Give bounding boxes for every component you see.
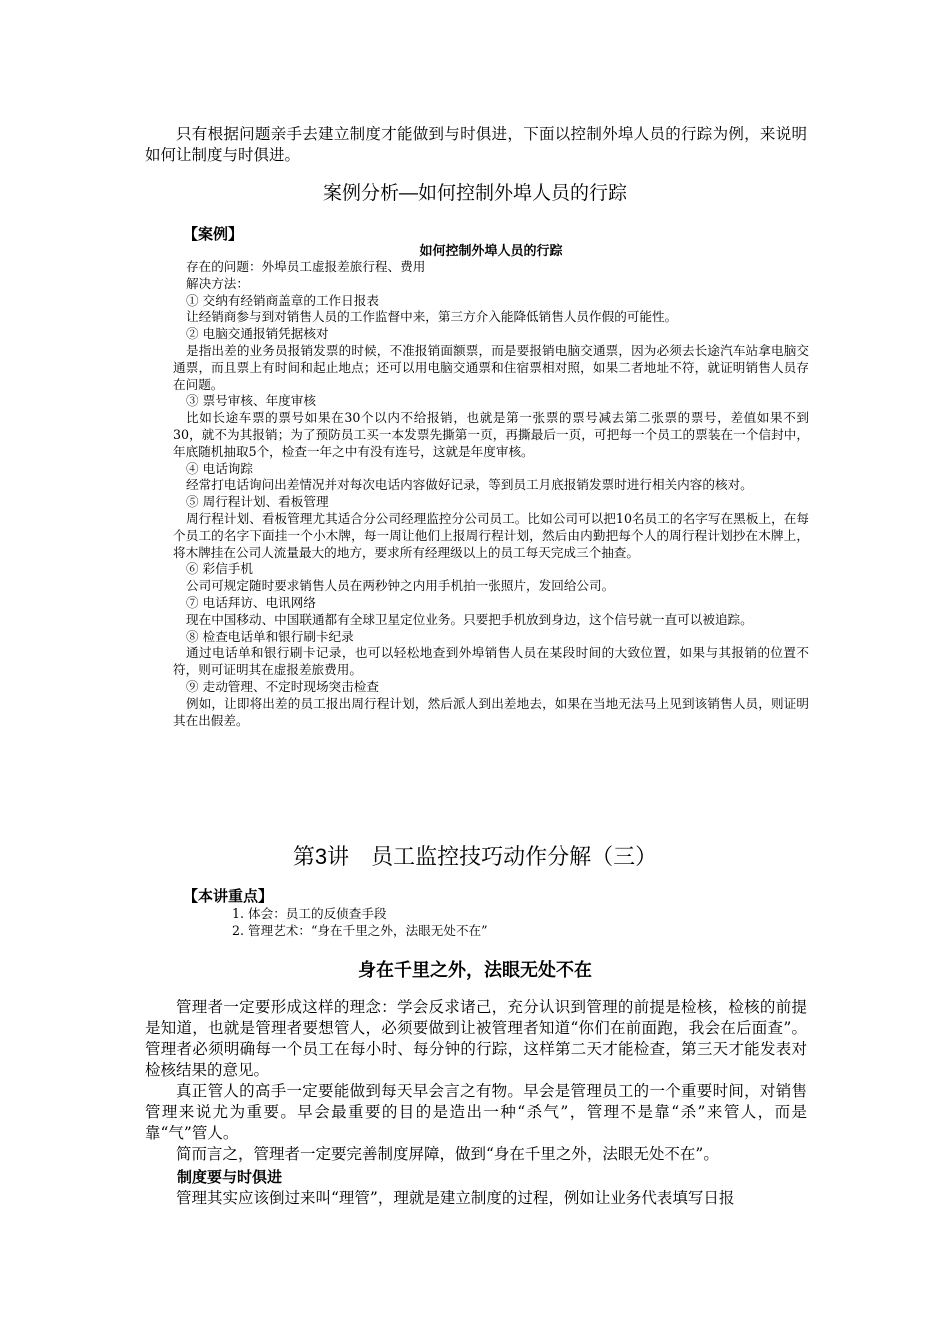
case-item-heading: ⑥ 彩信手机: [186, 561, 253, 577]
case-item-text: 例如，让即将出差的员工报出周行程计划，然后派人到出差地去，如果在当地无法马上见到该销售人员，则证明其在出假差。: [173, 695, 809, 728]
section-body: [145, 997, 807, 1165]
case-item-heading: ③ 票号审核、年度审核: [186, 393, 316, 409]
focus-tag: 【本讲重点】: [183, 888, 274, 905]
case-item-text: 周行程计划、看板管理尤其适合分公司经理监控分公司员工。比如公司可以把10名员工的名字写在黑板上，在每个员工的名字下面挂一个小木牌，每一周让他们上报周行程计划，然后由内勤把每个人的周行程计划抄在木牌上，将木牌挂在公司人流量最大的地方，要求所有经理级以上的员工每天完成三个抽查。: [173, 510, 809, 560]
case-item-text: 现在中国移动、中国联通都有全球卫星定位业务。只要把手机放到身边，这个信号就一直可以被追踪。: [186, 611, 753, 627]
case-item-heading: ⑧ 检查电话单和银行刷卡纪录: [186, 628, 354, 644]
case-item-text: 公司可规定随时要求销售人员在两秒钟之内用手机拍一张照片，发回给公司。: [186, 578, 615, 594]
lecture-heading: 第3讲 员工监控技巧动作分解（三）: [292, 844, 658, 869]
case-item-heading: ⑨ 走动管理、不定时现场突击检查: [186, 678, 379, 694]
case-solution-label: 解决方法：: [186, 275, 249, 291]
case-item-heading: ② 电脑交通报销凭据核对: [186, 326, 329, 342]
case-tag: 【案例】: [183, 226, 244, 243]
body-paragraph: 简而言之，管理者一定要完善制度屏障，做到“身在千里之外，法眼无处不在”。: [176, 1145, 719, 1163]
case-item-heading: ⑦ 电话拜访、电讯网络: [186, 594, 316, 610]
case-item-heading: ⑤ 周行程计划、看板管理: [186, 494, 329, 510]
case-item-text: 经常打电话询问出差情况并对每次电话内容做好记录，等到员工月底报销发票时进行相关内容的核对。: [186, 477, 753, 493]
case-heading: 案例分析—如何控制外埠人员的行踪: [322, 183, 627, 204]
case-title: 如何控制外埠人员的行踪: [419, 243, 563, 258]
section-heading: 身在千里之外，法眼无处不在: [358, 960, 592, 980]
tail-paragraph: 管理其实应该倒过来叫“理管”，理就是建立制度的过程，例如让业务代表填写日报: [176, 1189, 735, 1207]
case-item-heading: ④ 电话询踪: [186, 460, 253, 476]
case-problem: 存在的问题：外埠员工虚报差旅行程、费用: [186, 259, 426, 274]
case-item-heading: ① 交纳有经销商盖章的工作日报表: [186, 292, 379, 308]
case-item-text: 让经销商参与到对销售人员的工作监督中来，第三方介入能降低销售人员作假的可能性。: [186, 309, 678, 325]
focus-item: 1. 体会：员工的反侦查手段: [232, 906, 387, 921]
subheading: 制度要与时俱进: [177, 1169, 283, 1186]
case-box: [173, 242, 809, 729]
focus-item: 2. 管理艺术：“身在千里之外，法眼无处不在”: [232, 923, 488, 938]
case-item-text: 是指出差的业务员报销发票的时候，不准报销面额票，而是要报销电脑交通票，因为必须去长途汽车站拿电脑交通票，而且票上有时间和起止地点；还可以用电脑交通票和住宿票相对照，如果二者地址不符，就证明销售人员存在问题。: [173, 342, 809, 392]
case-item-text: 比如长途车票的票号如果在30个以内不给报销，也就是第一张票的票号减去第二张票的票号，差值如果不到30，就不为其报销；为了预防员工买一本发票先撕第一页，再撕最后一页，可把每一个员工的票装在一个信封中，年底随机抽取5个，检查一年之中有没有连号，这就是年度审核。: [173, 410, 809, 459]
case-item-text: 通过电话单和银行刷卡记录，也可以轻松地查到外埠销售人员在某段时间的大致位置，如果与其报销的位置不符，则可证明其在虚报差旅费用。: [173, 645, 809, 678]
focus-list: [232, 905, 488, 939]
body-paragraph: 真正管人的高手一定要能做到每天早会言之有物。早会是管理员工的一个重要时间，对销售管理来说尤为重要。早会最重要的目的是造出一种“杀气”，管理不是靠“杀”来管人，而是靠“气”管人。: [145, 1082, 807, 1142]
body-paragraph: 管理者一定要形成这样的理念：学会反求诸己，充分认识到管理的前提是检核，检核的前提是知道，也就是管理者要想管人，必须要做到让被管理者知道“你们在前面跑，我会在后面查”。管理者必须明确每一个员工在每小时、每分钟的行踪，这样第二天才能检查，第三天才能发表对检核结果的意见。: [145, 998, 807, 1079]
intro-paragraph: 只有根据问题亲手去建立制度才能做到与时俱进，下面以控制外埠人员的行踪为例，来说明如何让制度与时俱进。: [145, 125, 807, 164]
